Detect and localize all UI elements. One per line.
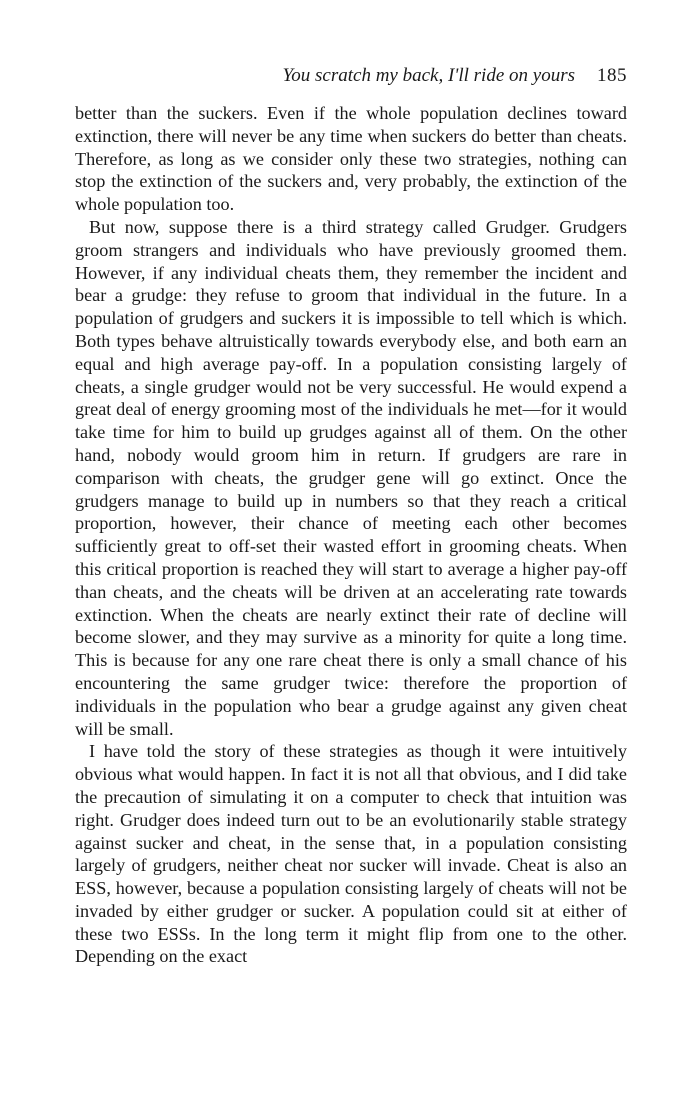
running-title: You scratch my back, I'll ride on yours [282,65,575,86]
paragraph-grudger: But now, suppose there is a third strategy called Grudger. Grudgers groom strangers and individuals who have previously groomed them. However, if any individual cheats them, they remember the incident and bear a grudge: they refuse to groom that individual in the future. In a population of grudgers and suckers it is impossible to tell which is which. Both types behave altruistically towards everybody else, and both earn an equal and high average pay-off. In a population consisting largely of cheats, a single grudger would not be very successful. He would expend a great deal of energy grooming most of the individuals he met—for it would take time for him to build up grudges against all of them. On the other hand, nobody would groom him in return. If grudgers are rare in comparison with cheats, the grudger gene will go extinct. Once the grudgers manage to build up in numbers so that they reach a critical proportion, however, their chance of meeting each other becomes sufficiently great to off-set their wasted effort in grooming cheats. When this critical proportion is reached they will start to average a higher pay-off than cheats, and the cheats will be driven at an accelerating rate towards extinction. When the cheats are nearly extinct their rate of decline will become slower, and they may survive as a minority for quite a long time. This is because for any one rare cheat there is only a small chance of his encountering the same grudger twice: therefore the proportion of individuals in the population who bear a grudge against any given cheat will be small. [75,216,627,739]
body-text [75,102,627,968]
page-number: 185 [597,65,627,86]
running-head [75,64,627,88]
paragraph-continuation: better than the suckers. Even if the whole population declines toward extinction, there will never be any time when suckers do better than cheats. Therefore, as long as we consider only these two strategies, nothing can stop the extinction of the suckers and, very probably, the extinction of the whole population too. [75,103,627,215]
paragraph-simulation: I have told the story of these strategies as though it were intuitively obvious what would happen. In fact it is not all that obvious, and I did take the precaution of simulating it on a computer to check that intuition was right. Grudger does indeed turn out to be an evolutionarily stable strategy against sucker and cheat, in the sense that, in a population consisting largely of grudgers, neither cheat nor sucker will invade. Cheat is also an ESS, however, because a population consisting largely of cheats will not be invaded by either grudger or sucker. A population could sit at either of these two ESSs. In the long term it might flip from one to the other. Depending on the exact [75,741,627,967]
